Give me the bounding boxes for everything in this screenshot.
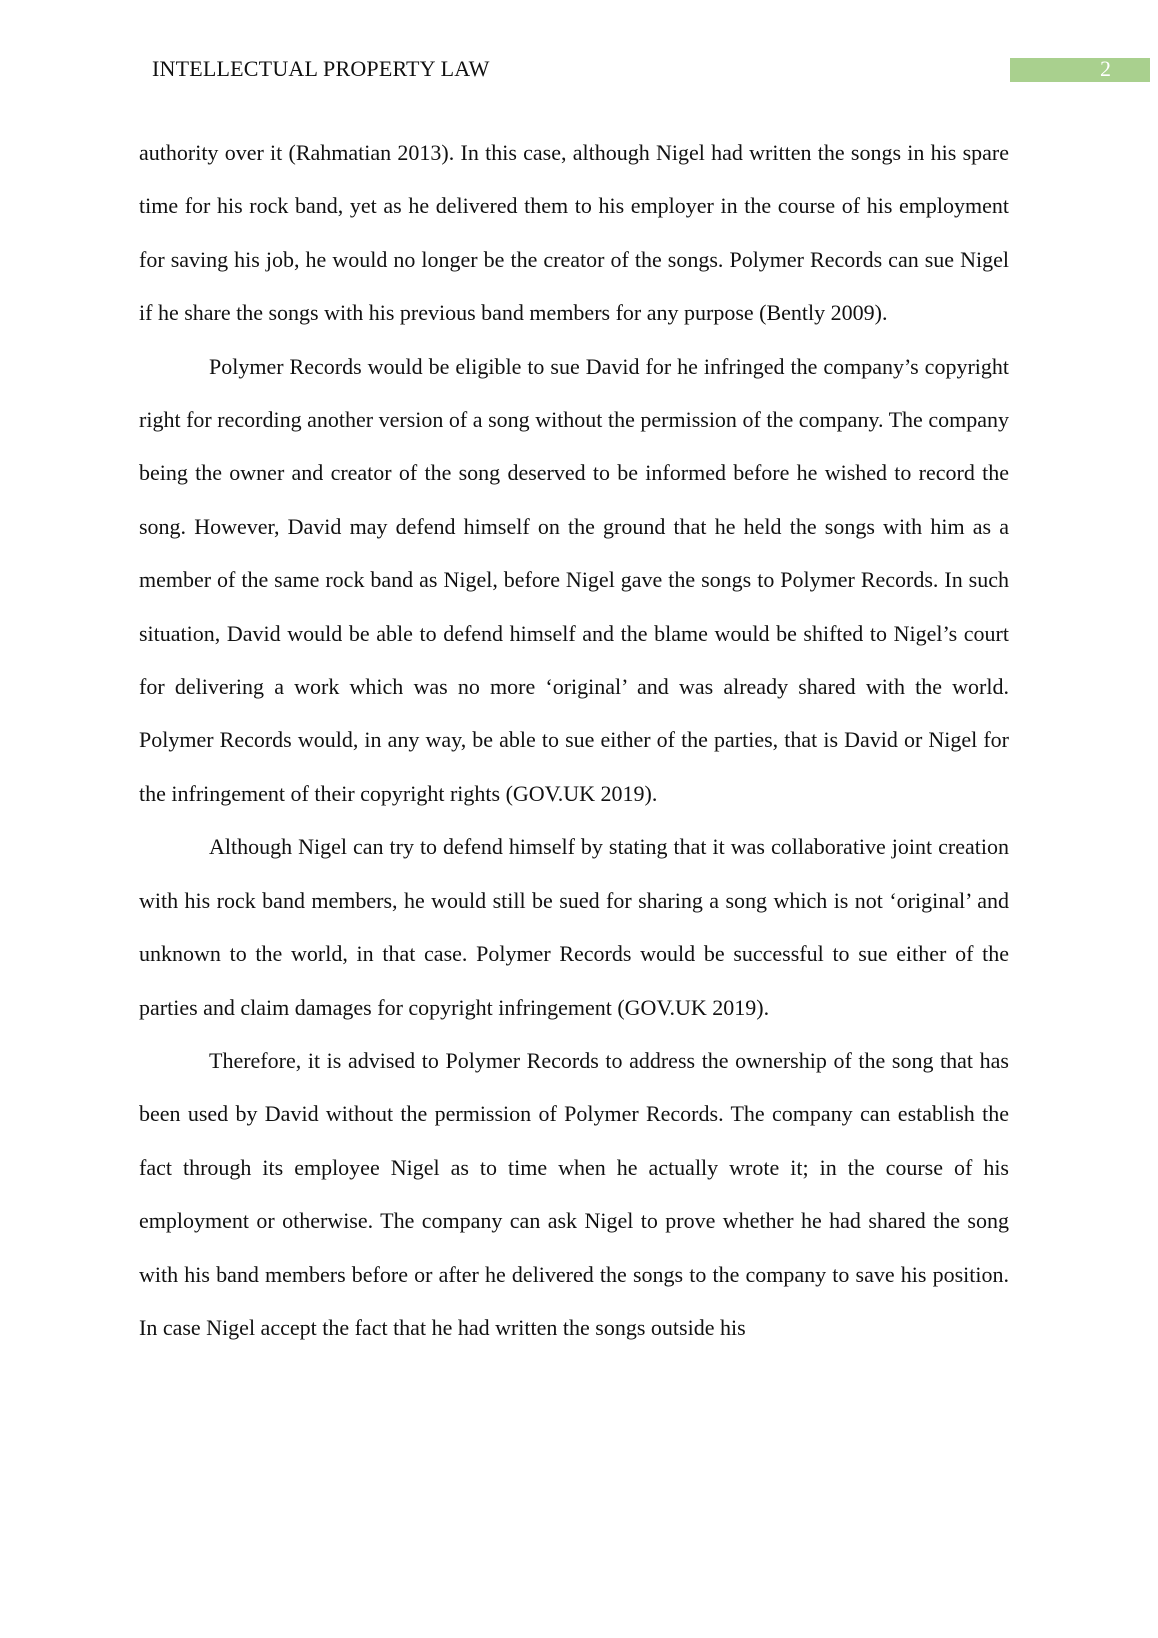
page-number: 2 — [1100, 56, 1111, 81]
document-body — [139, 126, 1009, 1354]
paragraph-3: Although Nigel can try to defend himself by stating that it was collaborative joint creation with his rock band members, he would still be sued for sharing a song which is not ‘original’ and unknown to the world, in that case. Polymer Records would be successful to sue either of the parties and claim damages for copyright infringement (GOV.UK 2019). — [139, 834, 1009, 1020]
paragraph-2: Polymer Records would be eligible to sue David for he infringed the company’s copyright right for recording another version of a song without the permission of the company. The company being the owner and creator of the song deserved to be informed before he wished to record the song. However, David may defend himself on the ground that he held the songs with him as a member of the same rock band as Nigel, before Nigel gave the songs to Polymer Records. In such situation, David would be able to defend himself and the blame would be shifted to Nigel’s court for delivering a work which was no more ‘original’ and was already shared with the world. Polymer Records would, in any way, be able to sue either of the parties, that is David or Nigel for the infringement of their copyright rights (GOV.UK 2019). — [139, 353, 1009, 806]
paragraph-4: Therefore, it is advised to Polymer Records to address the ownership of the song that has been used by David without the permission of Polymer Records. The company can establish the fact through its employee Nigel as to time when he actually wrote it; in the course of his employment or otherwise. The company can ask Nigel to prove whether he had shared the song with his band members before or after he delivered the songs to the company to save his position. In case Nigel accept the fact that he had written the songs outside his — [139, 1047, 1009, 1340]
page-number-box — [1010, 58, 1150, 82]
paragraph-1: authority over it (Rahmatian 2013). In this case, although Nigel had written the songs in his spare time for his rock band, yet as he delivered them to his employer in the course of his employment for saving his job, he would no longer be the creator of the songs. Polymer Records can sue Nigel if he share the songs with his previous band members for any purpose (Bently 2009). — [139, 140, 1009, 326]
running-head: INTELLECTUAL PROPERTY LAW — [152, 56, 490, 81]
